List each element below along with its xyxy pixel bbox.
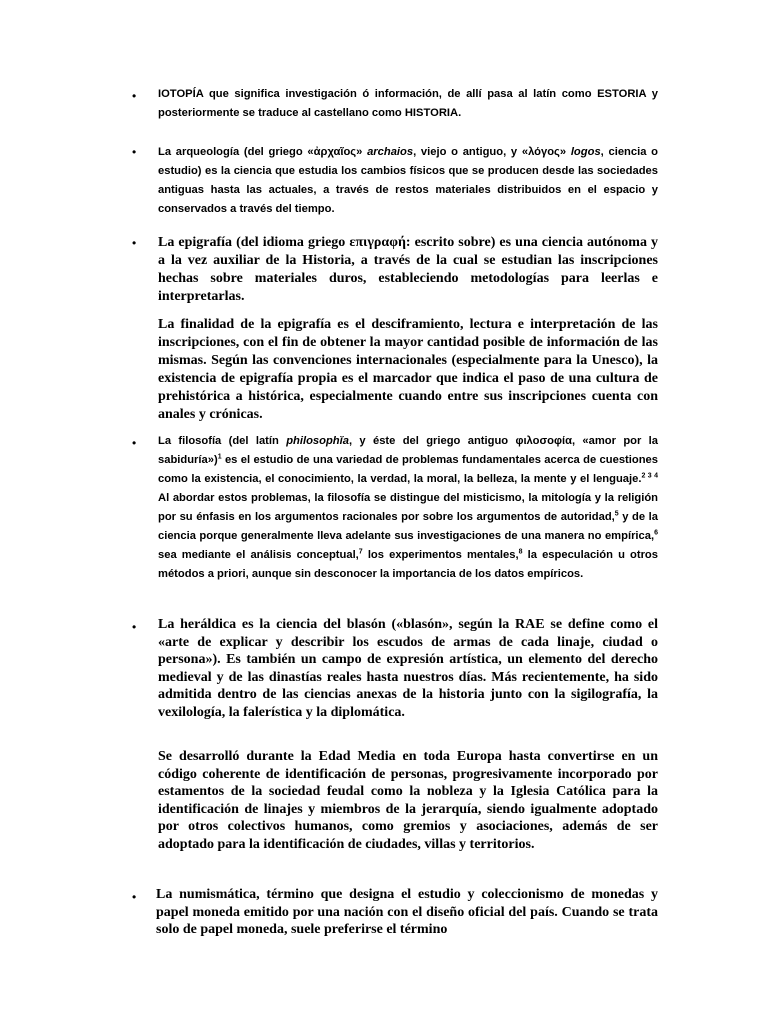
bullet: • (132, 436, 137, 450)
arqueologia-paragraph: La arqueología (del griego «ἀρχαῖος» archaios, viejo o antiguo, y «λόγος» logos, ciencia o estudio) es la ciencia que estudia los cambios físicos que se producen desde las sociedades antiguas hasta las actuales, a través de restos materiales distribuidos en el espacio y conservados a través del tiempo. (158, 146, 658, 215)
iotopia-paragraph: IOTOPÍA que significa investigación ó información, de allí pasa al latín como ESTORIA y posteriormente se traduce al castellano como HISTORIA. (158, 88, 658, 119)
bullet: • (132, 145, 137, 159)
heraldica-paragraph-1: La heráldica es la ciencia del blasón («blasón», según la RAE se define como el «arte de explicar y describir los escudos de armas de cada linaje, ciudad o persona»). Es también un campo de expresión artística, un elemento del derecho medieval y de las dinastías reales hasta nuestros días. Más recientemente, ha sido admitida dentro de las ciencias anexas de la historia junto con la sigilografía, la vexilología, la falerística y la diplomática. (158, 617, 658, 720)
filosofia-paragraph: La filosofía (del latín philosophĭa, y éste del griego antiguo φιλοσοφία, «amor por la sabiduría»)$^1$ es el estudio de una variedad de problemas fundamentales acerca de cuestiones como la existencia, el conocimiento, la verdad, la moral, la belleza, la mente y el lenguaje.$^{2 3 4}$ Al abordar estos problemas, la filosofía se distingue del misticismo, la mitología y la religión por su énfasis en los argumentos racionales por sobre los argumentos de autoridad,$^5$ y de la ciencia porque generalmente lleva adelante sus investigaciones de una manera no empírica,$^6$ sea mediante el análisis conceptual,$^7$ los experimentos mentales,$^8$ la especulación u otros métodos a priori, aunque sin desconocer la importancia de los datos empíricos. (158, 435, 659, 580)
heraldica-paragraph-2: Se desarrolló durante la Edad Media en toda Europa hasta convertirse en un código coherente de identificación de personas, progresivamente incorporado por estamentos de la sociedad feudal como la nobleza y la Iglesia Católica para la identificación de linajes y miembros de la jerarquía, siendo igualmente adoptado por otros colectivos humanos, como gremios y asociaciones, además de ser adoptado para la identificación de ciudades, villas y territorios. (158, 749, 658, 852)
bullet: • (132, 890, 137, 904)
bullet: • (132, 620, 137, 634)
epigrafia-paragraph-2: La finalidad de la epigrafía es el desciframiento, lectura e interpretación de las inscripciones, con el fin de obtener la mayor cantidad posible de información de las mismas. Según las convenciones internacionales (especialmente para la Unesco), la existencia de epigrafía propia es el marcador que indica el paso de una cultura de prehistórica a histórica, especialmente cuando entre sus inscripciones cuenta con anales y crónicas. (158, 317, 658, 422)
epigrafia-paragraph-1: La epigrafía (del idioma griego επιγραφή: escrito sobre) es una ciencia autónoma y a la vez auxiliar de la Historia, a través de la cual se estudian las inscripciones hechas sobre materiales duros, estableciendo metodologías para leerlas e interpretarlas. (158, 235, 658, 304)
bullet: • (132, 89, 137, 103)
bullet: • (132, 236, 137, 250)
numismatica-paragraph: La numismática, término que designa el estudio y coleccionismo de monedas y papel moneda emitido por una nación con el diseño oficial del país. Cuando se trata solo de papel moneda, suele preferirse el término (156, 887, 658, 938)
